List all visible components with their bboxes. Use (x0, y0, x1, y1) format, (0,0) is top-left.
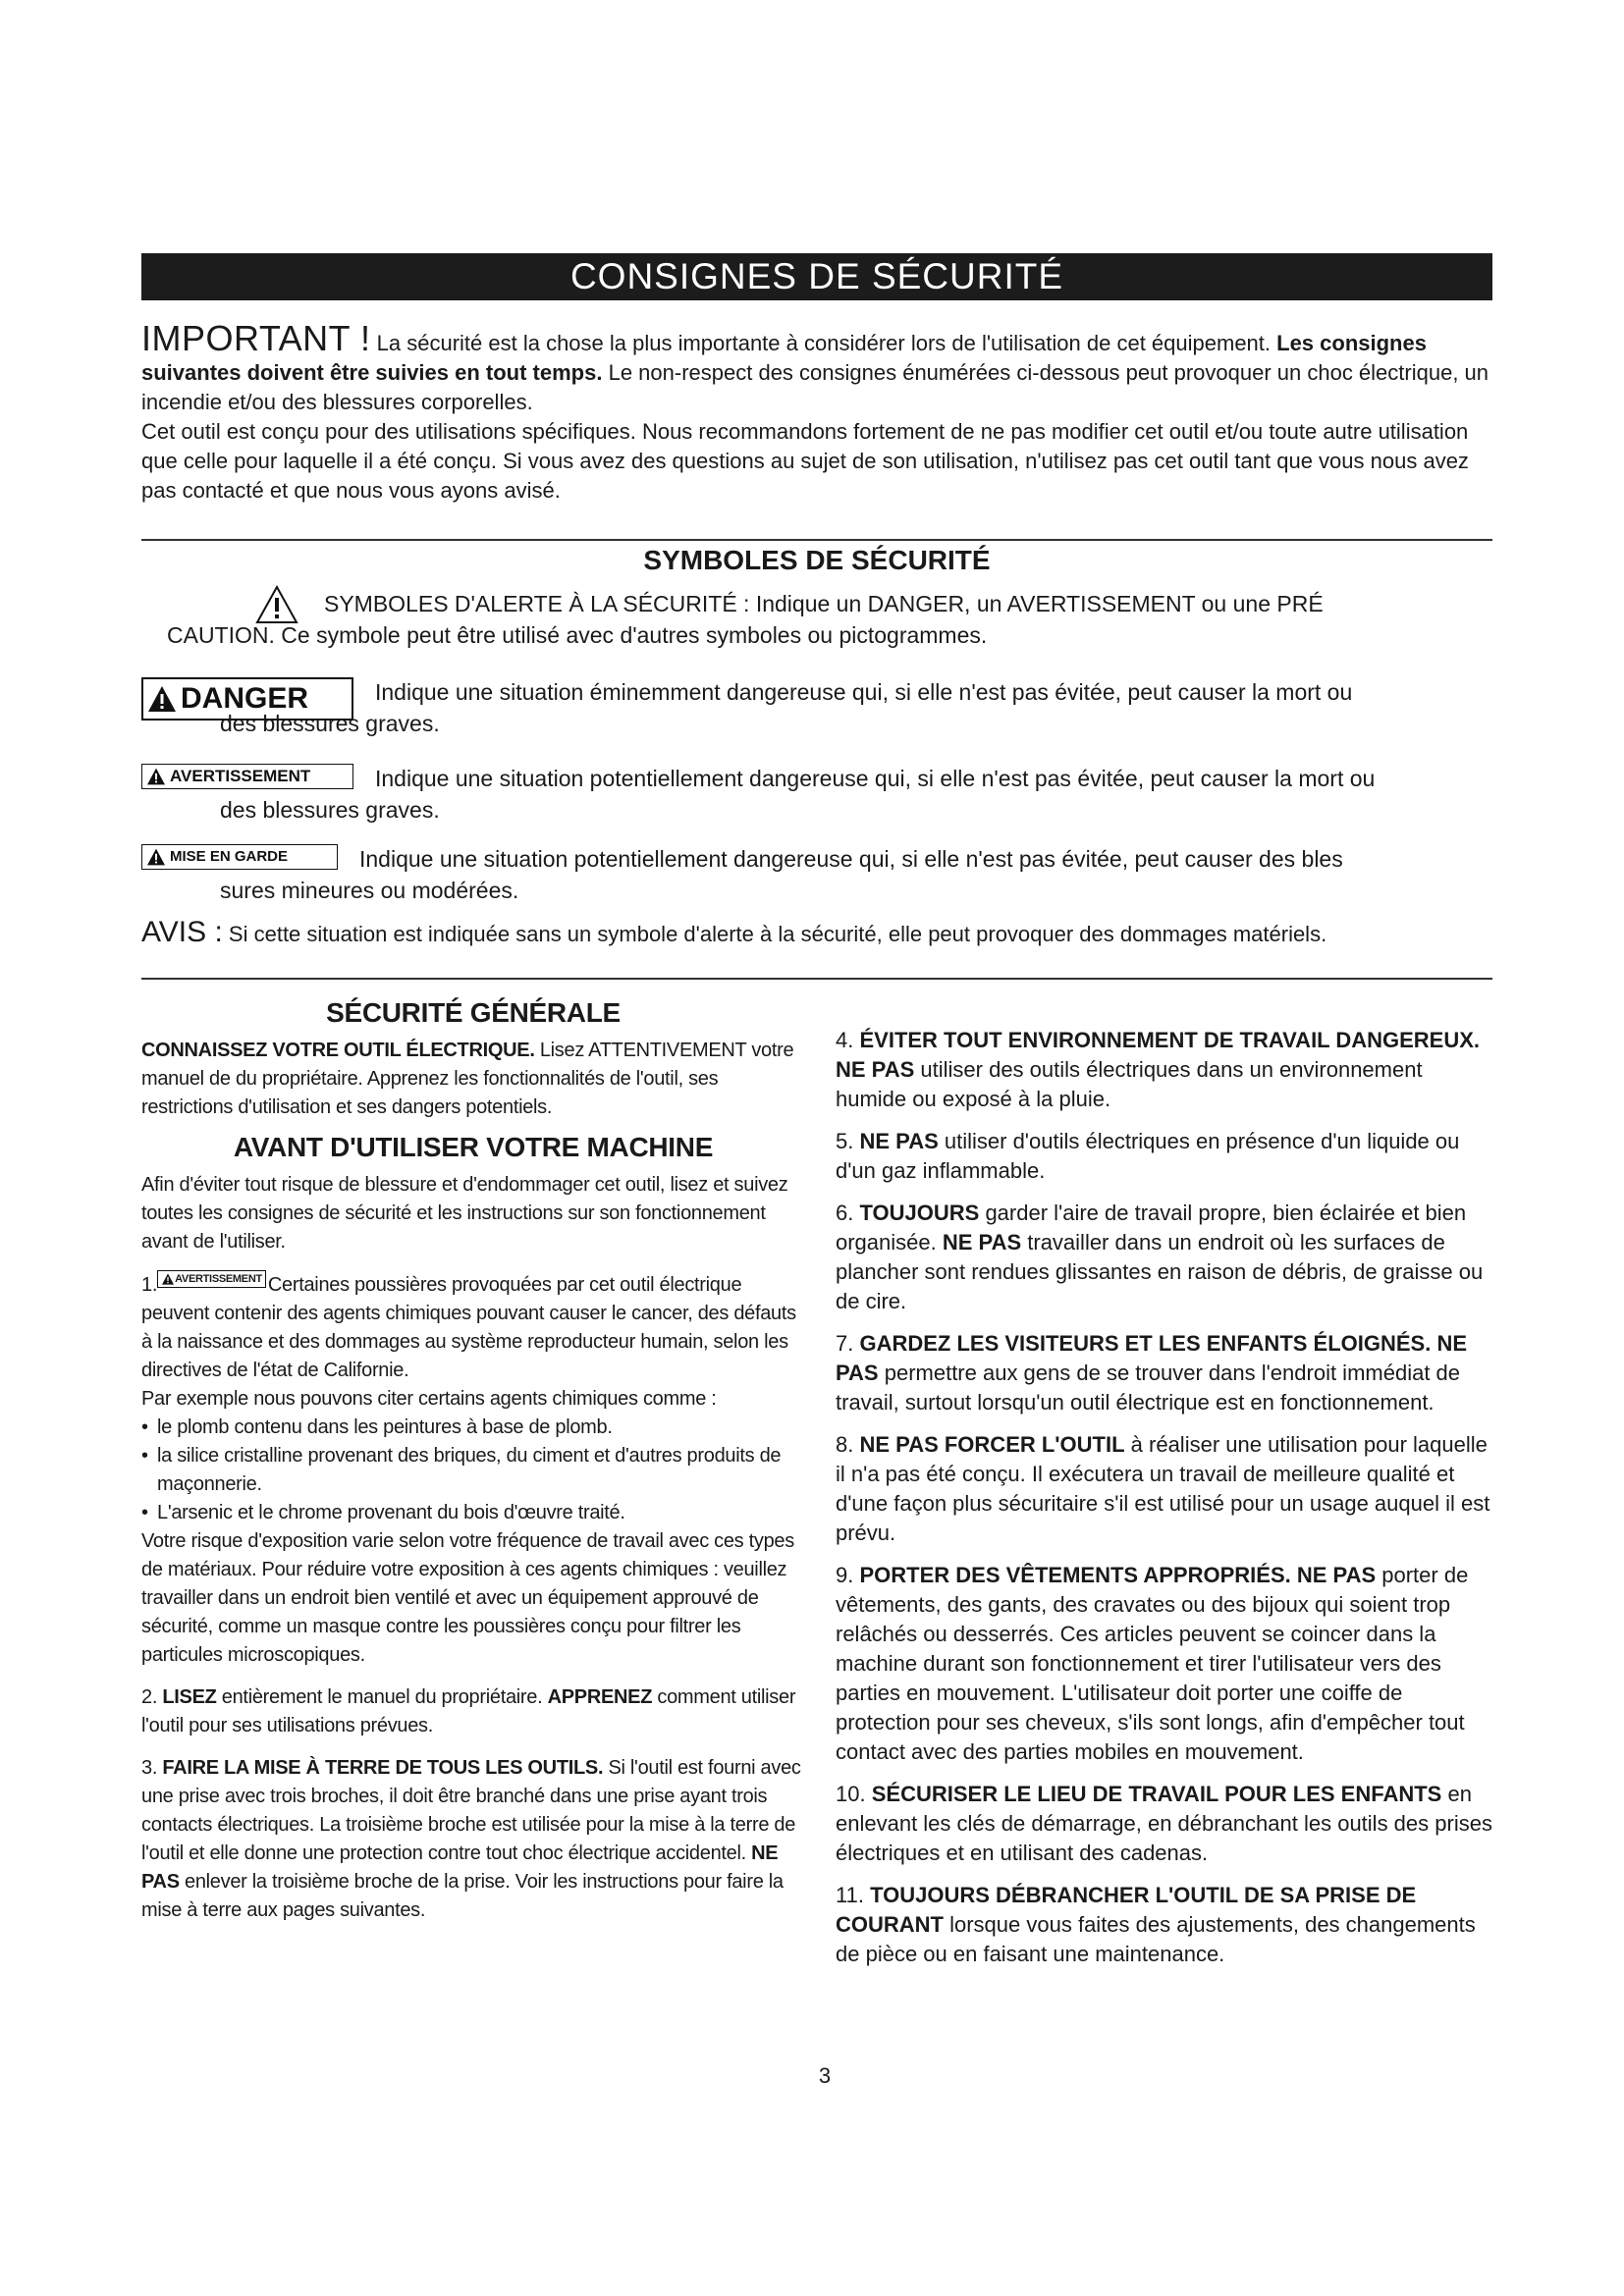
item-11-bold: TOUJOURS DÉBRANCHER L'OUTIL DE SA PRISE DE COURANT (836, 1883, 1417, 1937)
item-8-bold: NE PAS FORCER L'OUTIL (859, 1432, 1125, 1457)
warning-text-2: des blessures graves. (220, 797, 440, 823)
item-11-number: 11. (836, 1883, 864, 1907)
item-6-bold-2: NE PAS (942, 1230, 1022, 1255)
item-1-text: Certaines poussières provoquées par cet outil électrique peuvent contenir des agents chimiques pouvant causer le cancer, des défauts à la naissance et des dommages au système reproducteur humain, selon les directives de l'état de Californie. (141, 1274, 796, 1381)
item-10-number: 10. (836, 1782, 866, 1806)
item-3-text-2: enlever la troisième broche de la prise. Voir les instructions pour faire la mise à terre aux pages suivantes. (141, 1871, 784, 1921)
item-9 (836, 1561, 1493, 1767)
important-label: IMPORTANT ! (141, 318, 371, 358)
item-9-number: 9. (836, 1563, 854, 1587)
item-5 (836, 1127, 1493, 1186)
danger-text-2: des blessures graves. (220, 711, 440, 736)
item-5-number: 5. (836, 1129, 854, 1153)
item-10-bold: SÉCURISER LE LIEU DE TRAVAIL POUR LES ENFANTS (871, 1782, 1442, 1806)
alert-text-1: SYMBOLES D'ALERTE À LA SÉCURITÉ : Indique un DANGER, un AVERTISSEMENT ou une PRÉ (324, 591, 1324, 616)
left-column (141, 991, 805, 1933)
item-10-text: en enlevant les clés de démarrage, en débranchant les outils des prises électriques et en utilisant des cadenas. (836, 1782, 1492, 1865)
item-4-bold-2: NE PAS (836, 1057, 915, 1082)
item-5-text: utiliser d'outils électriques en présence d'un liquide ou d'un gaz inflammable. (836, 1129, 1460, 1183)
item-7-bold-2: NE PAS (836, 1331, 1468, 1385)
alert-text-2: CAUTION. Ce symbole peut être utilisé avec d'autres symboles ou pictogrammes. (167, 622, 988, 648)
danger-label-text: DANGER (181, 682, 309, 715)
item-1-number: 1. (141, 1274, 158, 1296)
item-2-number: 2. (141, 1686, 158, 1708)
warning-triangle-icon (146, 848, 166, 866)
item-2-text-1: entièrement le manuel du propriétaire. (216, 1686, 548, 1708)
know-tool-paragraph (141, 1037, 805, 1122)
item-4-text: utiliser des outils électriques dans un environnement humide ou exposé à la pluie. (836, 1057, 1423, 1111)
warning-triangle-icon (161, 1273, 175, 1285)
page-number: 3 (818, 2063, 832, 2088)
item-3 (141, 1754, 805, 1925)
warning-signal-label (141, 764, 353, 789)
warning-triangle-icon (146, 768, 166, 785)
item-5-bold: NE PAS (859, 1129, 939, 1153)
item-2-bold-2: APPRENEZ (547, 1686, 653, 1708)
caution-label-text: MISE EN GARDE (170, 848, 289, 865)
intro-block (141, 318, 1492, 506)
caution-text-2: sures mineures ou modérées. (220, 878, 519, 903)
right-column (836, 1026, 1493, 1982)
section-title: CONSIGNES DE SÉCURITÉ (141, 253, 1492, 300)
before-use-heading: AVANT D'UTILISER VOTRE MACHINE (233, 1132, 714, 1162)
avis-row (141, 918, 1492, 949)
item-7-bold-1: GARDEZ LES VISITEURS ET LES ENFANTS ÉLOIGNÉS. (859, 1331, 1432, 1356)
warning-label-text: AVERTISSEMENT (170, 767, 311, 785)
warning-text-1: Indique une situation potentiellement dangereuse qui, si elle n'est pas évitée, peut causer la mort ou (375, 766, 1376, 791)
item-7 (836, 1329, 1493, 1417)
list-item: • le plomb contenu dans les peintures à base de plomb. (141, 1414, 805, 1442)
list-item: • L'arsenic et le chrome provenant du bois d'œuvre traité. (141, 1499, 805, 1527)
intro-text-2: Le non-respect des consignes énumérées ci-dessous peut provoquer un choc électrique, un incendie et/ou des blessures corporelles. (141, 360, 1489, 414)
item-4-bold-1: ÉVITER TOUT ENVIRONNEMENT DE TRAVAIL DANGEREUX. (859, 1028, 1481, 1052)
caution-signal-label (141, 844, 338, 870)
caution-text-1: Indique une situation potentiellement dangereuse qui, si elle n'est pas évitée, peut causer des bles (359, 846, 1343, 872)
item-2-bold-1: LISEZ (162, 1686, 217, 1708)
item-7-number: 7. (836, 1331, 854, 1356)
item-6-text-1: garder l'aire de travail propre, bien éclairée et bien organisée. (836, 1201, 1467, 1255)
danger-text-1: Indique une situation éminemment dangereuse qui, si elle n'est pas évitée, peut causer la mort ou (375, 679, 1353, 705)
safety-alert-icon (255, 585, 298, 624)
item-2-text-2: comment utiliser l'outil pour ses utilisations prévues. (141, 1686, 796, 1736)
know-tool-bold: CONNAISSEZ VOTRE OUTIL ÉLECTRIQUE. (141, 1040, 535, 1061)
item-6-text-2: travailler dans un endroit où les surfaces de plancher sont rendues glissantes en raison de débris, de graisse ou de cire. (836, 1230, 1484, 1313)
item-7-text: permettre aux gens de se trouver dans l'endroit immédiat de travail, surtout lorsqu'un outil électrique est en fonctionnement. (836, 1361, 1461, 1415)
warning-badge (157, 1270, 266, 1288)
intro-bold: Les consignes suivantes doivent être suivies en tout temps. (141, 331, 1427, 385)
item-8 (836, 1430, 1493, 1548)
warning-triangle-icon (147, 685, 177, 713)
item-3-number: 3. (141, 1757, 158, 1779)
avis-label: AVIS : (141, 916, 223, 948)
general-safety-heading: SÉCURITÉ GÉNÉRALE (326, 997, 621, 1028)
divider-bottom (141, 978, 1492, 980)
item-3-bold-1: FAIRE LA MISE À TERRE DE TOUS LES OUTILS. (162, 1757, 604, 1779)
item-10 (836, 1780, 1493, 1868)
item-9-bold: PORTER DES VÊTEMENTS APPROPRIÉS. NE PAS (859, 1563, 1377, 1587)
symbols-title: SYMBOLES DE SÉCURITÉ (643, 545, 991, 575)
item-3-text-1: Si l'outil est fourni avec une prise avec trois broches, il doit être branché dans une prise ayant trois contacts électriques. La troisième broche est utilisée pour la mise à la terre de l'outil et elle donne une protection contre tout choc électrique accidentel. (141, 1757, 801, 1864)
item-9-text: porter de vêtements, des gants, des cravates ou des bijoux qui soient trop relâchés ou desserrés. Ces articles peuvent se coincer dans la machine durant son fonctionnement et tirer l'utilisateur vers des parties en mouvement. L'utilisateur doit porter une coiffe de protection pour ses cheveux, s'ils sont longs, afin d'empêcher tout contact avec des parties mobiles en mouvement. (836, 1563, 1469, 1764)
item-3-bold-2: NE PAS (141, 1842, 779, 1893)
divider-top (141, 539, 1492, 541)
before-use-paragraph: Afin d'éviter tout risque de blessure et d'endommager cet outil, lisez et suivez toutes les consignes de sécurité et les instructions sur son fonctionnement avant de l'utiliser. (141, 1174, 788, 1253)
item-1-example: Par exemple nous pouvons citer certains agents chimiques comme : (141, 1388, 717, 1410)
list-item: • la silice cristalline provenant des briques, du ciment et d'autres produits de maçonnerie. (141, 1442, 805, 1499)
know-tool-text: Lisez ATTENTIVEMENT votre manuel de du propriétaire. Apprenez les fonctionnalités de l'outil, ses restrictions d'utilisation et ses dangers potentiels. (141, 1040, 794, 1118)
item-1 (141, 1270, 805, 1385)
item-4-number: 4. (836, 1028, 854, 1052)
item-8-text: à réaliser une utilisation pour laquelle il n'a pas été conçu. Il exécutera un travail de meilleure qualité et d'une façon plus sécuritaire s'il est utilisé pour un usage auquel il est prévu. (836, 1432, 1490, 1545)
warning-badge-text: AVERTISSEMENT (175, 1272, 262, 1285)
item-11-text: lorsque vous faites des ajustements, des changements de pièce ou en faisant une maintenance. (836, 1912, 1476, 1966)
intro-paragraph-2: Cet outil est conçu pour des utilisations spécifiques. Nous recommandons fortement de ne pas modifier cet outil et/ou toute autre utilisation que celle pour laquelle il a été conçu. Si vous avez des questions au sujet de son utilisation, n'utilisez pas cet outil tant que vous nous avez pas contacté et que nous vous ayons avisé. (141, 419, 1469, 503)
item-6-number: 6. (836, 1201, 854, 1225)
item-2 (141, 1683, 805, 1740)
item-6 (836, 1199, 1493, 1316)
item-11 (836, 1881, 1493, 1969)
item-4 (836, 1026, 1493, 1114)
item-1-risk: Votre risque d'exposition varie selon votre fréquence de travail avec ces types de matériaux. Pour réduire votre exposition à ces agents chimiques : veuillez travailler dans un endroit bien ventilé et avec un équipement approuvé de sécurité, comme un masque contre les poussières conçu pour filtrer les particules microscopiques. (141, 1530, 794, 1666)
item-6-bold-1: TOUJOURS (859, 1201, 980, 1225)
avis-text: Si cette situation est indiquée sans un symbole d'alerte à la sécurité, elle peut provoquer des dommages matériels. (222, 922, 1327, 946)
item-8-number: 8. (836, 1432, 854, 1457)
intro-text-1: La sécurité est la chose la plus importante à considérer lors de l'utilisation de cet équipement. (370, 331, 1277, 355)
